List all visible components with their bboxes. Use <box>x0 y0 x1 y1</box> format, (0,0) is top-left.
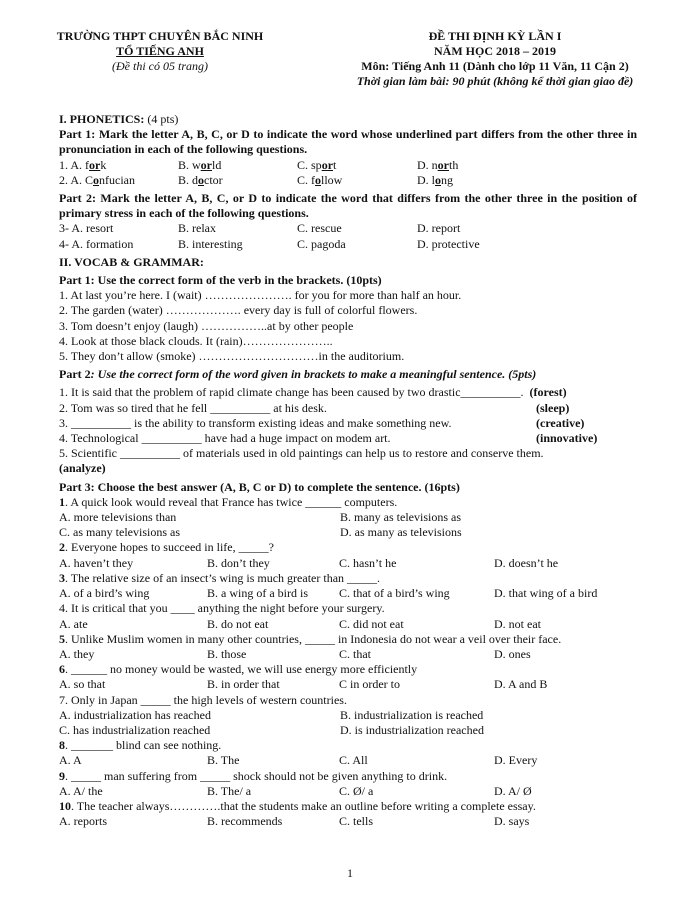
school-name: TRƯỜNG THPT CHUYÊN BẮC NINH <box>56 29 264 43</box>
options-row <box>59 784 637 799</box>
word-form-item <box>59 446 637 461</box>
question-row <box>59 237 637 252</box>
answer-option: 3- A. resort <box>59 221 114 236</box>
options-row <box>59 677 637 692</box>
options-row <box>59 708 637 723</box>
answer-option: B. recommends <box>207 814 283 829</box>
answer-option: C. pagoda <box>297 236 346 251</box>
answer-option: B. interesting <box>178 236 243 251</box>
question-text: . Only in Japan _____ the high levels of western countries. <box>65 692 347 707</box>
answer-option: C. did not eat <box>339 616 404 631</box>
item-text: 4. Technological __________ have had a huge impact on modem art. <box>59 431 391 446</box>
question-text: . Unlike Muslim women in many other countries, _____ in Indonesia do not wear a veil over their face. <box>65 631 562 646</box>
item-text: 5. Scientific __________ of materials used in old paintings can help us to restore and conserve them. <box>59 446 544 461</box>
answer-option: B. industrialization is reached <box>340 707 484 722</box>
exercise-item: 5. They don’t allow (smoke) …………………………in the auditorium. <box>59 349 405 364</box>
word-form-item <box>59 431 637 446</box>
question-number: 6 <box>59 662 65 677</box>
answer-option: C. hasn’t he <box>339 555 397 570</box>
school-year: NĂM HỌC 2018 – 2019 <box>434 44 556 58</box>
question-text: . A quick look would reveal that France has twice ______ computers. <box>65 494 398 509</box>
vocab-part2-instruction: Part 2: Use the correct form of the word given in brackets to make a meaningful sentence. (5pts) <box>59 367 537 382</box>
answer-option: C. sport <box>297 157 337 172</box>
question-text: . Everyone hopes to succeed in life, _____? <box>65 540 274 555</box>
exercise-item: 1. At last you’re here. I (wait) …………………. for you for more than half an hour. <box>59 288 462 303</box>
vocab-part2-items <box>59 385 637 476</box>
question-text: . _____ man suffering from _____ shock should not be given anything to drink. <box>65 768 448 783</box>
answer-option: D. A/ Ø <box>494 783 532 798</box>
answer-option: B. relax <box>178 221 216 236</box>
answer-option: B. don’t they <box>207 555 270 570</box>
options-row <box>59 510 637 525</box>
answer-option: A. reports <box>59 814 107 829</box>
vocab-part1-instruction: Part 1: Use the correct form of the verb in the brackets. (10pts) <box>59 273 382 288</box>
answer-option: C. that <box>339 646 371 661</box>
answer-option: A. A <box>59 753 82 768</box>
question-stem <box>59 799 637 814</box>
answer-option: 4- A. formation <box>59 236 134 251</box>
options-row <box>59 814 637 829</box>
time-limit: Thời gian làm bài: 90 phút (không kể thời gian giao đề) <box>356 74 634 88</box>
question-text: . It is critical that you ____ anything the night before your surgery. <box>65 601 385 616</box>
answer-option: B. The <box>207 753 240 768</box>
vocab-part3-questions <box>59 495 637 829</box>
answer-option: D. not eat <box>494 616 541 631</box>
phonetics-part2-instruction: Part 2: Mark the letter A, B, C, or D to indicate the word that differs from the other three in the position of primary stress in each of the following questions. <box>59 191 638 221</box>
answer-option: B. The/ a <box>207 783 252 798</box>
question-stem <box>59 693 637 708</box>
phonetics-part1-questions <box>59 158 637 188</box>
subject-line: Môn: Tiếng Anh 11 (Dành cho lớp 11 Văn, 11 Cận 2) <box>361 59 629 73</box>
phonetics-part1-instruction: Part 1: Mark the letter A, B, C, or D to indicate the word whose underlined part differs from the other three in pronunciation in each of the following questions. <box>59 127 637 157</box>
question-number: 3 <box>59 570 65 585</box>
underlined-part: o <box>315 172 321 187</box>
school-header <box>30 29 290 74</box>
answer-option: B. many as televisions as <box>340 510 461 525</box>
question-text: . The teacher always………….that the students make an outline before writing a complete essay. <box>71 798 536 813</box>
question-stem <box>59 632 637 647</box>
page-number: 1 <box>347 866 353 880</box>
section-vocab-title: II. VOCAB & GRAMMAR: <box>59 254 204 269</box>
answer-option: D. report <box>417 221 461 236</box>
options-row <box>59 617 637 632</box>
underlined-part: o <box>198 172 205 187</box>
options-row <box>59 556 637 571</box>
question-stem <box>59 540 637 555</box>
question-number: 9 <box>59 768 65 783</box>
question-number: 10 <box>59 798 71 813</box>
exercise-item: 2. The garden (water) ………………. every day is full of colorful flowers. <box>59 303 418 318</box>
word-hint: (forest) <box>529 385 567 400</box>
answer-option: D. long <box>417 172 453 187</box>
question-stem <box>59 571 637 586</box>
underlined-part: o <box>435 172 441 187</box>
vocab-part3-instruction: Part 3: Choose the best answer (A, B, C or D) to complete the sentence. (16pts) <box>59 479 460 494</box>
answer-option: C. Ø/ a <box>339 783 374 798</box>
answer-option: D. protective <box>417 236 480 251</box>
answer-option: D. as many as televisions <box>340 525 462 540</box>
answer-option: B. do not eat <box>207 616 269 631</box>
exam-body <box>59 112 637 829</box>
answer-option: B. a wing of a bird is <box>207 586 308 601</box>
answer-option: D. ones <box>494 646 531 661</box>
answer-option: A. of a bird’s wing <box>59 586 150 601</box>
department-name: TỔ TIẾNG ANH <box>116 44 204 58</box>
answer-option: C. has industrialization reached <box>59 722 211 737</box>
question-number: 8 <box>59 738 65 753</box>
pages-note: (Đề thi có 05 trang) <box>112 59 208 73</box>
item-text: 3. __________ is the ability to transform existing ideas and make something new. <box>59 415 452 430</box>
question-stem <box>59 769 637 784</box>
question-row <box>59 173 637 188</box>
word-form-item <box>59 401 637 416</box>
question-text: . _______ blind can see nothing. <box>65 738 222 753</box>
answer-option: 2. A. Confucian <box>59 172 135 187</box>
exam-header <box>290 29 700 89</box>
item-text: 1. It is said that the problem of rapid climate change has been caused by two drastic__________. <box>59 385 524 400</box>
answer-option: D. doesn’t he <box>494 555 559 570</box>
question-number: 1 <box>59 494 65 509</box>
question-stem <box>59 495 637 510</box>
answer-option: A. A/ the <box>59 783 103 798</box>
answer-option: C. All <box>339 753 368 768</box>
underlined-part: or <box>321 157 334 172</box>
answer-option: D. says <box>494 814 530 829</box>
section-phonetics-title: I. PHONETICS: (4 pts) <box>59 112 179 126</box>
answer-option: A. more televisions than <box>59 510 177 525</box>
underlined-part: or <box>89 157 101 172</box>
question-number: 5 <box>59 631 65 646</box>
word-hint: (innovative) <box>536 431 598 446</box>
answer-option: C. that of a bird’s wing <box>339 586 450 601</box>
answer-option: A. industrialization has reached <box>59 707 211 722</box>
options-row <box>59 647 637 662</box>
word-hint: (analyze) <box>59 461 106 476</box>
underlined-part: or <box>437 157 449 172</box>
question-stem <box>59 738 637 753</box>
exercise-item: 4. Look at those black clouds. It (rain)………………….. <box>59 333 333 348</box>
question-number: 4 <box>59 601 65 616</box>
answer-option: C. rescue <box>297 221 342 236</box>
options-row <box>59 723 637 738</box>
answer-option: B. doctor <box>178 172 223 187</box>
answer-option: A. they <box>59 646 95 661</box>
answer-option: C. as many televisions as <box>59 525 180 540</box>
question-text: . The relative size of an insect’s wing is much greater than _____. <box>65 570 381 585</box>
answer-option: A. ate <box>59 616 88 631</box>
answer-option: C. follow <box>297 172 343 187</box>
question-row <box>59 221 637 236</box>
answer-option: D. that wing of a bird <box>494 586 598 601</box>
answer-option: D. is industrialization reached <box>340 722 484 737</box>
question-text: . ______ no money would be wasted, we will use energy more efficiently <box>65 662 418 677</box>
word-form-item <box>59 416 637 431</box>
word-hint: (sleep) <box>536 400 570 415</box>
question-stem <box>59 601 637 616</box>
question-row <box>59 158 637 173</box>
answer-option: A. so that <box>59 677 106 692</box>
answer-option: B. those <box>207 646 247 661</box>
question-stem <box>59 662 637 677</box>
question-number: 7 <box>59 692 65 707</box>
exercise-item: 3. Tom doesn’t enjoy (laugh) ……………..at by other people <box>59 318 354 333</box>
answer-option: C in order to <box>339 677 400 692</box>
word-hint: (creative) <box>536 415 585 430</box>
word-form-item <box>59 385 637 400</box>
answer-option: B. world <box>178 157 222 172</box>
answer-option: D. north <box>417 157 459 172</box>
question-number: 2 <box>59 540 65 555</box>
phonetics-part2-questions <box>59 221 637 251</box>
exam-title: ĐỀ THI ĐỊNH KỲ LẦN I <box>428 29 562 43</box>
answer-option: B. in order that <box>207 677 280 692</box>
answer-option: A. haven’t they <box>59 555 134 570</box>
options-row <box>59 753 637 768</box>
item-text: 2. Tom was so tired that he fell __________ at his desk. <box>59 400 327 415</box>
options-row <box>59 525 637 540</box>
underlined-part: or <box>200 157 212 172</box>
answer-option: 1. A. fork <box>59 157 107 172</box>
answer-option: D. A and B <box>494 677 548 692</box>
answer-option: D. Every <box>494 753 538 768</box>
underlined-part: o <box>93 172 100 187</box>
vocab-part1-items <box>59 288 637 364</box>
answer-option: C. tells <box>339 814 374 829</box>
options-row <box>59 586 637 601</box>
